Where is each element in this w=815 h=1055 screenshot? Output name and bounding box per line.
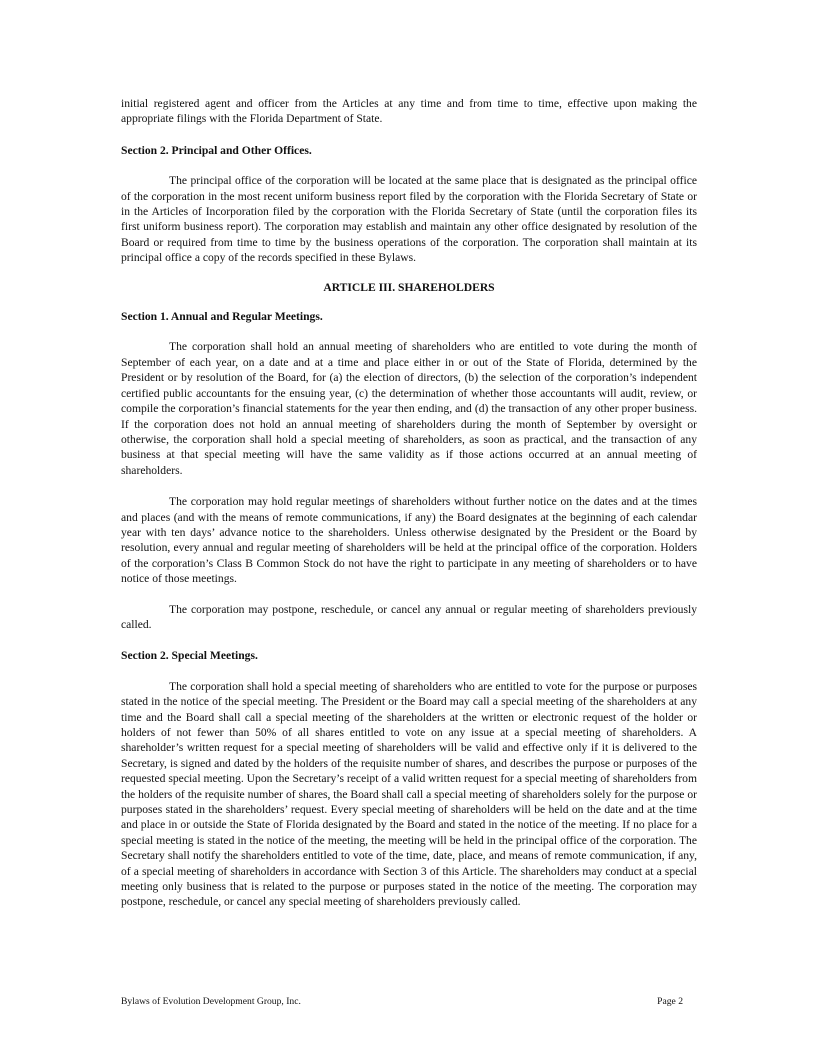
paragraph-special-meetings: The corporation shall hold a special meeting of shareholders who are entitled to vote for the purpose or purposes stated in the notice of the special meeting. The President or the Board may call a special meeting of the shareholders at any time and the Board shall call a special meeting of the shareholders at the written or electronic request of the holder or holders of not fewer than 50% of all shares entitled to vote on any issue at a special meeting of shareholders. A shareholder’s written request for a special meeting of shareholders will be valid and effective only if it is delivered to the Secretary, is signed and dated by the holders of the requisite number of shares, and describes the purpose or purposes of the requested special meeting. Upon the Secretary’s receipt of a valid written request for a special meeting of shareholders from the holders of the requisite number of shares, the Board shall call a special meeting of shareholders solely for the purpose or purposes stated in the shareholders’ request. Every special meeting of shareholders will be held on the date and at the time and place in or outside the State of Florida designated by the Board and stated in the notice of the meeting. If no place for a special meeting is stated in the notice of the meeting, the meeting will be held in the principal office of the corporation. The Secretary shall notify the shareholders entitled to vote of the time, date, place, and means of remote communication, if any, of a special meeting of shareholders in accordance with Section 3 of this Article. The shareholders may conduct at a special meeting only business that is related to the purpose or purposes stated in the notice of the meeting. The corporation may postpone, reschedule, or cancel any special meeting of shareholders previously called. bbox=[121, 679, 697, 909]
page-footer bbox=[121, 996, 683, 1007]
paragraph-principal-offices: The principal office of the corporation will be located at the same place that is designated as the principal office of the corporation in the most recent uniform business report filed by the corporation with the Florida Secretary of State or in the Articles of Incorporation filed by the corporation with the Florida Secretary of State (until the corporation files its first uniform business report). The corporation may establish and maintain any other office designated by resolution of the Board or required from time to time by the business operations of the corporation. The corporation shall maintain at its principal office a copy of the records specified in these Bylaws. bbox=[121, 174, 697, 265]
footer-page-number: Page 2 bbox=[657, 996, 683, 1007]
paragraph-regular-meetings: The corporation may hold regular meetings of shareholders without further notice on the dates and at the times and places (and with the means of remote communications, if any) the Board designates at the beginning of each calendar year with ten days’ advance notice to the shareholders. Unless otherwise designated by the President or the Board by resolution, every annual and regular meeting of shareholders will be held at the principal office of the corporation. Holders of the corporation’s Class B Common Stock do not have the right to participate in any meeting of shareholders or to have notice of those meetings. bbox=[121, 495, 697, 586]
section-heading-annual-meetings: Section 1. Annual and Regular Meetings. bbox=[121, 310, 323, 324]
document-page bbox=[121, 96, 697, 910]
paragraph-annual-meetings: The corporation shall hold an annual meeting of shareholders who are entitled to vote during the month of September of each year, on a date and at a time and place either in or out of the State of Florida, determined by the President or by resolution of the Board, for (a) the election of directors, (b) the selection of the corporation’s independent certified public accountants for the ensuing year, (c) the determination of whether those accountants will audit, review, or compile the corporation’s financial statements for the year then ending, and (d) the transaction of any other proper business. If the corporation does not hold an annual meeting of shareholders during the month of September by oversight or otherwise, the corporation shall hold a special meeting of shareholders, as soon as practical, and the transaction of any business at that special meeting will have the same validity as if those actions occurred at an annual meeting of shareholders. bbox=[121, 340, 697, 477]
paragraph-postpone-meetings: The corporation may postpone, reschedule, or cancel any annual or regular meeting of shareholders previously called. bbox=[121, 602, 697, 631]
footer-document-title: Bylaws of Evolution Development Group, Inc. bbox=[121, 996, 301, 1007]
article-heading-shareholders: ARTICLE III. SHAREHOLDERS bbox=[323, 280, 495, 294]
section-heading-special-meetings: Section 2. Special Meetings. bbox=[121, 649, 258, 663]
paragraph-continuation: initial registered agent and officer from the Articles at any time and from time to time, effective upon making the appropriate filings with the Florida Department of State. bbox=[121, 97, 697, 126]
section-heading-principal-offices: Section 2. Principal and Other Offices. bbox=[121, 143, 312, 157]
